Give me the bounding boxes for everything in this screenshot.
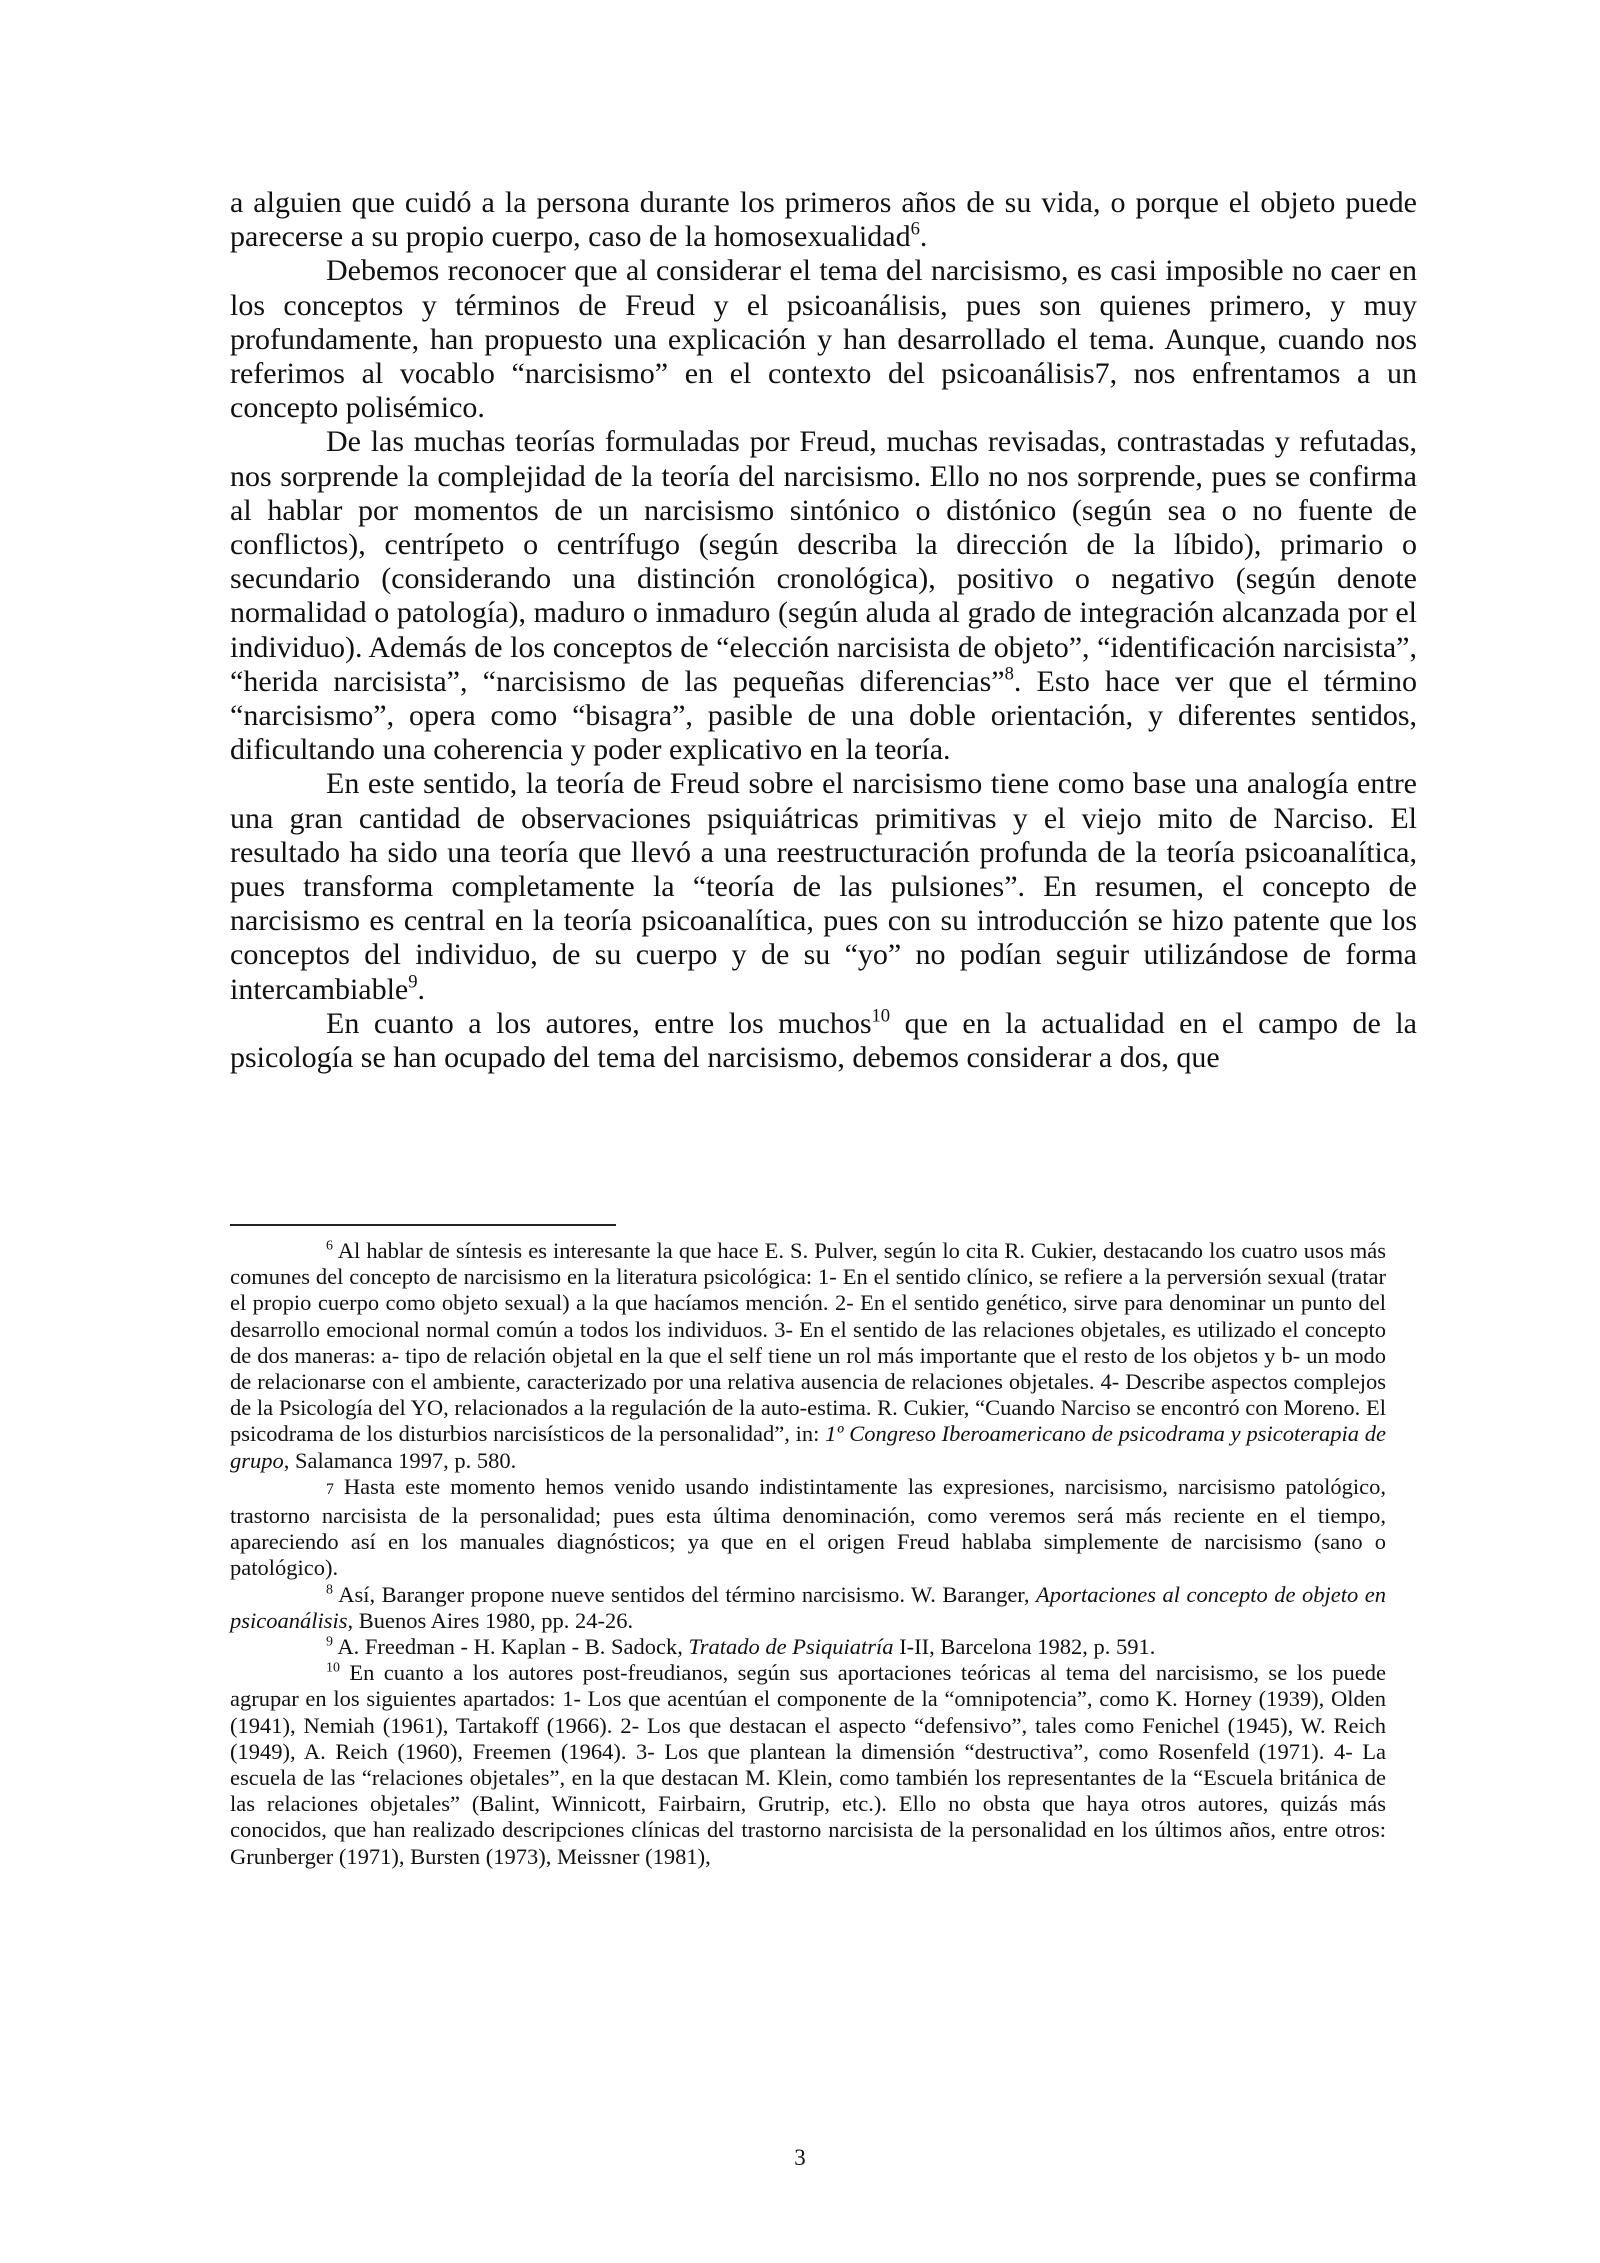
document-page	[230, 186, 1417, 1075]
footnote-10	[230, 1660, 1386, 1870]
footnote-reference: 9	[408, 971, 418, 993]
footnote-reference: 10	[871, 1005, 891, 1027]
footnote-reference: 8	[1004, 663, 1014, 685]
footnote-number: 7	[326, 1480, 334, 1498]
footnote-8	[230, 1582, 1386, 1634]
text-run: Debemos reconocer que al considerar el tema del narcisismo, es casi imposible no caer en los conceptos y términos de Freud y el psicoanálisis, pues son quienes primero, y muy profundamente, han propuesto una explicación y han desarrollado el tema. Aunque, cuando nos referimos al vocablo “narcisismo” en el contexto del psicoanálisis7, nos enfrentamos a un concepto polisémico.	[230, 254, 1417, 425]
text-run: En cuanto a los autores post-freudianos, según sus aportaciones teóricas al tema del narcisismo, se los puede agrupar en los siguientes apartados: 1- Los que acentúan el componente de la “omnipotencia”, como K. Horney (1939), Olden (1941), Nemiah (1961), Tartakoff (1966). 2- Los que destacan el aspecto “defensivo”, tales como Fenichel (1945), W. Reich (1949), A. Reich (1960), Freemen (1964). 3- Los que plantean la dimensión “destructiva”, como Rosenfeld (1971). 4- La escuela de las “relaciones objetales”, en la que destacan M. Klein, como también los representantes de la “Escuela británica de las relaciones objetales” (Balint, Winnicott, Fairbairn, Grutrip, etc.). Ello no obsta que haya otros autores, quizás más conocidos, que han realizado descripciones clínicas del trastorno narcisista de la personalidad en los últimos años, entre otros: Grunberger (1971), Bursten (1973), Meissner (1981),	[230, 1660, 1386, 1869]
text-run: , Buenos Aires 1980, pp. 24-26.	[347, 1607, 634, 1633]
text-run: De las muchas teorías formuladas por Freud, muchas revisadas, contrastadas y refutadas, nos sorprende la complejidad de la teoría del narcisismo. Ello no nos sorprende, pues se confirma al hablar por momentos de un narcisismo sintónico o distónico (según sea o no fuente de conflictos), centrípeto o centrífugo (según describa la dirección de la líbido), primario o secundario (considerando una distinción cronológica), positivo o negativo (según denote normalidad o patología), maduro o inmaduro (según aluda al grado de integración alcanzada por el individuo). Además de los conceptos de “elección narcisista de objeto”, “identificación narcisista”, “herida narcisista”, “narcisismo de las pequeñas diferencias”	[230, 425, 1417, 698]
text-run: En este sentido, la teoría de Freud sobre el narcisismo tiene como base una analogía entre una gran cantidad de observaciones psiquiátricas primitivas y el viejo mito de Narciso. El resultado ha sido una teoría que llevó a una reestructuración profunda de la teoría psicoanalítica, pues transforma completamente la “teoría de las pulsiones”. En resumen, el concepto de narcisismo es central en la teoría psicoanalítica, pues con su introducción se hizo patente que los conceptos del individuo, de su cuerpo y de su “yo” no podían seguir utilizándose de forma intercambiable	[230, 767, 1417, 1006]
footnote-number: 8	[326, 1582, 333, 1597]
footnote-separator	[230, 1224, 616, 1226]
page-number: 3	[794, 2145, 806, 2170]
text-run: En cuanto a los autores, entre los muchos	[326, 1006, 872, 1040]
footnote-7	[230, 1474, 1386, 1582]
text-run: A. Freedman - H. Kaplan - B. Sadock,	[337, 1634, 689, 1660]
footnote-6	[230, 1238, 1386, 1474]
italic-citation-title: Tratado de Psiquiatría	[688, 1634, 894, 1660]
text-run: que en la actualidad en el campo de la psicología se han ocupado del tema del narcisismo, debemos considerar a dos, que	[230, 1006, 1417, 1075]
text-run: .	[417, 972, 426, 1006]
footnote-number: 9	[326, 1634, 333, 1650]
text-run: a alguien que cuidó a la persona durante los primeros años de su vida, o porque el objeto puede parecerse a su propio cuerpo, caso de la homosexualidad	[230, 186, 1417, 254]
text-run: , Salamanca 1997, p. 580.	[283, 1447, 517, 1473]
footnote-reference: 6	[910, 218, 920, 240]
footnotes-section	[230, 1238, 1386, 1870]
italic-citation-title: Aportaciones al concepto de objeto en psicoanálisis	[230, 1581, 1387, 1633]
body-paragraph	[230, 1007, 1417, 1075]
footnote-number: 10	[326, 1660, 340, 1676]
body-paragraph	[230, 254, 1417, 425]
footnote-9	[230, 1634, 1386, 1660]
text-run: Al hablar de síntesis es interesante la que hace E. S. Pulver, según lo cita R. Cukier, destacando los cuatro usos más comunes del concepto de narcisismo en la literatura psicológica: 1- En el sentido clínico, se refiere a la perversión sexual (tratar el propio cuerpo como objeto sexual) a la que hacíamos mención. 2- En el sentido genético, sirve para denominar un punto del desarrollo emocional normal común a todos los individuos. 3- En el sentido de las relaciones objetales, es utilizado el concepto de dos maneras: a- tipo de relación objetal en la que el self tiene un rol más importante que el resto de los objetos y b- un modo de relacionarse con el ambiente, caracterizado por una relativa ausencia de relaciones objetales. 4- Describe aspectos complejos de la Psicología del YO, relacionados a la regulación de la auto-estima. R. Cukier, “Cuando Narciso se encontró con Moreno. El psicodrama de los disturbios narcisísticos de la personalidad”, in:	[230, 1238, 1387, 1447]
body-paragraph	[230, 186, 1417, 254]
text-run: Así, Baranger propone nueve sentidos del término narcisismo. W. Baranger,	[338, 1581, 1037, 1607]
body-paragraph	[230, 425, 1417, 767]
text-run: .	[919, 220, 928, 254]
text-run: Hasta este momento hemos venido usando indistintamente las expresiones, narcisismo, narcisismo patológico, trastorno narcisista de la personalidad; pues esta última denominación, como veremos será más reciente en el tiempo, apareciendo así en los manuales diagnósticos; ya que en el origen Freud hablaba simplemente de narcisismo (sano o patológico).	[230, 1473, 1386, 1581]
text-run: I-II, Barcelona 1982, p. 591.	[893, 1634, 1156, 1660]
body-paragraph	[230, 767, 1417, 1006]
body-text	[230, 186, 1417, 1075]
italic-citation-title: 1º Congreso Iberoamericano de psicodrama y psicoterapia de grupo	[230, 1421, 1386, 1473]
text-run: . Esto hace ver que el término “narcisismo”, opera como “bisagra”, pasible de una doble orientación, y diferentes sentidos, dificultando una coherencia y poder explicativo en la teoría.	[230, 664, 1417, 767]
footnote-number: 6	[326, 1238, 333, 1254]
